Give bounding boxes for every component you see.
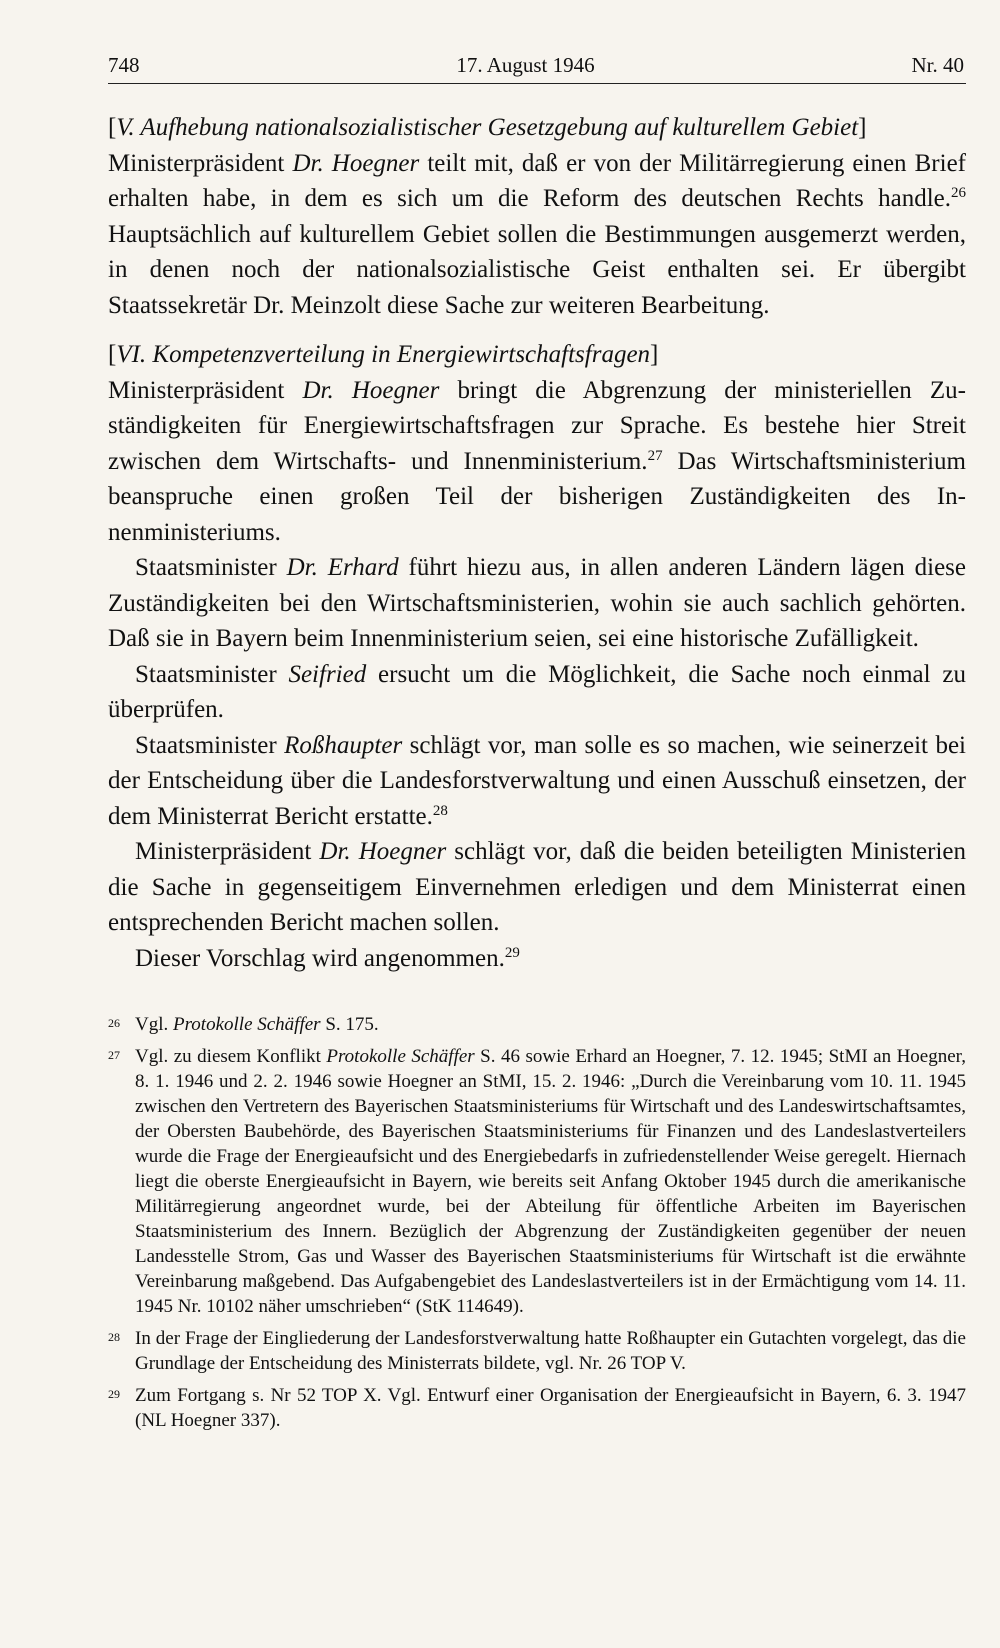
footnote-text <box>135 1326 966 1376</box>
text-run: Zum Fortgang s. Nr 52 TOP X. Vgl. Entwurf einer Organisation der Energieaufsicht in Bayern, 6. 3. 1947 (NL Hoegner 337). <box>135 1385 966 1431</box>
paragraph <box>108 550 966 657</box>
section-title <box>108 110 966 146</box>
section-spacer <box>108 323 966 337</box>
text-run: Ministerpräsident <box>108 149 293 177</box>
text-run: ersucht um die Möglichkeit, die Sache noch einmal zu überprüfen. <box>108 660 966 723</box>
footnote-reference: 27 <box>647 447 663 464</box>
paragraph <box>108 834 966 941</box>
text-run: Vgl. <box>135 1014 173 1035</box>
paragraph <box>108 728 966 835</box>
italic-name: Protokolle Schäffer <box>173 1014 321 1035</box>
main-text <box>108 110 966 976</box>
text-run: Hauptsächlich auf kulturellem Gebiet sollen die Bestimmungen ausgemerzt werden, in denen noch der nationalsozialistische Geist enthalten sei. Er übergibt Staatssekretär Dr. Meinzolt diese Sache zur weiteren Bearbeitung. <box>108 220 966 319</box>
footnote-number: 29 <box>108 1387 120 1401</box>
footnote-number: 28 <box>108 1330 120 1344</box>
italic-name: Dr. Hoegner <box>292 149 420 177</box>
text-run: schlägt vor, daß die beiden beteiligten Ministerien die Sache in gegenseitigem Einvernehmen erledigen und dem Ministerrat einen entsprechenden Bericht machen sollen. <box>108 838 966 936</box>
italic-name: Seifried <box>288 660 367 688</box>
footnote-reference: 28 <box>432 802 448 819</box>
text-run: S. 46 sowie Erhard an Hoegner, 7. 12. 1945; StMI an Hoegner, 8. 1. 1946 und 2. 2. 1946 sowie Hoegner an StMI, 15. 2. 1946: „Durch die Vereinbarung vom 10. 11. 1945 zwischen den Vertretern des Bayerischen Staatsministeriums für Wirtschaft und des Landeswirtschaftsamtes, der Obersten Baubehörde, des Bayerischen Staatsministeriums für Finanzen und des Landeslastverteilers wurde die Frage der Energieaufsicht und des Energiebedarfs in zufriedenstellender Weise geregelt. Hiernach liegt die oberste Energieaufsicht in Bayern, wie bereits seit Anfang Oktober 1945 durch die amerikanische Militärregierung angeordnet wurde, bei der Abteilung für öffentliche Arbeiten im Bayerischen Staatsministerium des Innern. Bezüglich der Abgrenzung der Zuständigkeiten gegenüber der neuen Landesstelle Strom, Gas und Wasser des Bayerischen Staatsministeriums für Wirtschaft ist die erwähnte Vereinbarung maßgebend. Das Aufgabengebiet des Landeslastverteilers ist in der Ermächtigung vom 14. 11. 1945 Nr. 10102 näher umschrieben“ (StK 114649). <box>135 1046 966 1317</box>
paragraph <box>108 657 966 728</box>
bracket-open: [ <box>108 114 117 141</box>
italic-name: Roßhaupter <box>284 731 403 759</box>
footnotes <box>108 1012 966 1433</box>
paragraph <box>108 146 966 324</box>
text-run: Staatsminister <box>135 660 289 688</box>
text-run: bringt die Abgrenzung der ministeriellen Zuständigkeiten für Energiewirtschaftsfragen zur Sprache. Es bestehe hier Streit zwischen dem Wirtschafts- und Innenministerium. <box>108 376 966 475</box>
text-run: S. 175. <box>320 1014 379 1035</box>
bracket-close: ] <box>858 114 867 141</box>
paragraph <box>108 941 966 977</box>
bracket-open: [ <box>108 341 117 368</box>
text-run: teilt mit, daß er von der Militärregierung einen Brief erhalten habe, in dem es sich um die Reform des deutschen Rechts handle. <box>108 149 966 212</box>
section-title-text: VI. Kompetenzverteilung in Energiewirtschaftsfragen <box>116 341 651 368</box>
text-run: Staatsminister <box>135 554 287 581</box>
section-title-text: V. Aufhebung nationalsozialistischer Gesetzgebung auf kulturellem Gebiet <box>116 114 859 141</box>
text-run: schlägt vor, man solle es so machen, wie seinerzeit bei der Entscheidung über die Landesforstverwaltung und einen Ausschuß einsetzen, der dem Ministerrat Bericht erstatte. <box>108 731 966 830</box>
text-run: In der Frage der Eingliederung der Landesforstverwaltung hatte Roßhaupter ein Gutachten vorgelegt, das die Grundlage der Entscheidung des Ministerrats bildete, vgl. Nr. 26 TOP V. <box>135 1328 966 1374</box>
text-run: Ministerpräsident <box>135 838 320 865</box>
footnote <box>108 1044 966 1319</box>
section-title <box>108 337 966 373</box>
italic-name: Dr. Erhard <box>286 554 399 581</box>
footnote <box>108 1383 966 1433</box>
text-run: Staatsminister <box>135 731 285 759</box>
running-header <box>108 52 966 84</box>
footnote-text <box>135 1383 966 1433</box>
footnote-number: 26 <box>108 1016 120 1030</box>
footnote-text <box>135 1012 966 1037</box>
italic-name: Dr. Hoegner <box>319 838 447 865</box>
text-run: führt hiezu aus, in allen anderen Ländern lägen diese Zuständigkeiten bei den Wirtschaftsministerien, wohin sie auch sachlich gehörten. Daß sie in Bayern beim Innenministerium seien, sei eine historische Zufälligkeit. <box>108 554 966 652</box>
italic-name: Protokolle Schäffer <box>326 1046 475 1067</box>
footnote-text <box>135 1044 966 1319</box>
text-run: Das Wirtschaftsministerium beanspruche einen großen Teil der bisherigen Zuständigkeiten des Innenministeriums. <box>108 447 966 546</box>
header-issue-number: Nr. 40 <box>911 53 964 77</box>
footnote-reference: 26 <box>951 185 966 201</box>
text-run: Dieser Vorschlag wird angenommen. <box>135 944 505 972</box>
footnote-number: 27 <box>108 1048 120 1062</box>
page-number: 748 <box>108 53 140 77</box>
italic-name: Dr. Hoegner <box>302 376 440 404</box>
text-run: Vgl. zu diesem Konflikt <box>135 1046 327 1067</box>
footnote-reference: 29 <box>504 944 520 961</box>
bracket-close: ] <box>650 341 659 368</box>
footnote <box>108 1012 966 1037</box>
footnote <box>108 1326 966 1376</box>
header-date: 17. August 1946 <box>456 53 595 77</box>
paragraph <box>108 373 966 551</box>
text-run: Ministerpräsident <box>108 376 303 404</box>
